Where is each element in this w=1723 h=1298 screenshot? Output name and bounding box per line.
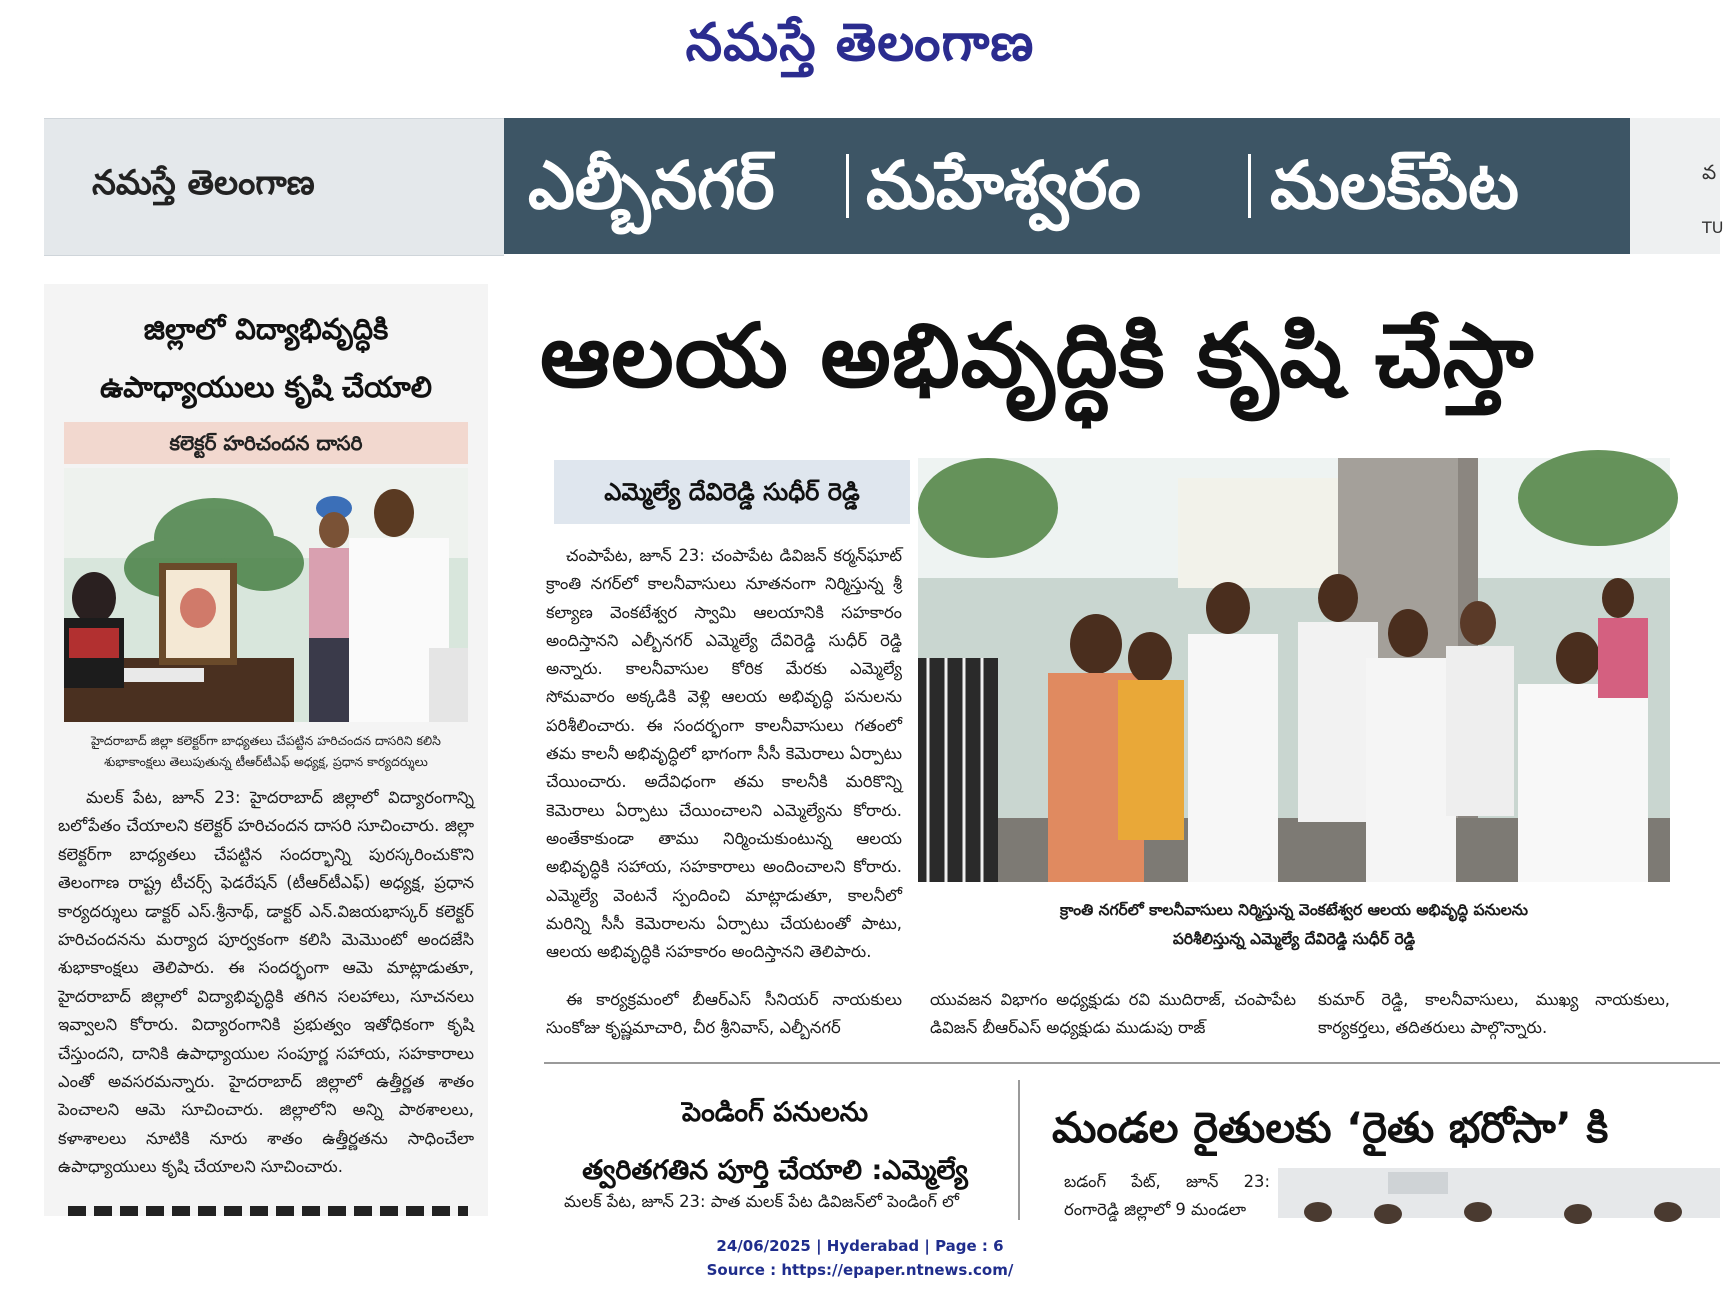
section-name-malakpet: మలక్‌పేట (1270, 147, 1519, 224)
left-story-body: మలక్ పేట, జూన్ 23: హైదరాబాద్ జిల్లాలో విద్యారంగాన్ని బలోపేతం చేయాలని కలెక్టర్ హరిచందన దాసరి సూచించారు. జిల్లా కలెక్టర్‌గా బాధ్యతలు చేపట్టిన సందర్భాన్ని పురస్కరించుకొని తెలంగాణ రాష్ట్ర టీచర్స్ ఫెడరేషన్ (టీఆర్‌టీఎఫ్) అధ్యక్ష, ప్రధాన కార్యదర్శులు డాక్టర్ ఎస్.శ్రీనాథ్, డాక్టర్ ఎన్.విజయభాస్కర్ కలెక్టర్ హరిచందనను మర్యాద పూర్వకంగా కలిసి మెమొంటో అందజేసి శుభాకాంక్షలు తెలిపారు. ఈ సందర్భంగా ఆమె మాట్లాడుతూ, హైదరాబాద్ జిల్లాలో విద్యాభివృద్ధికి తగిన సలహాలు, సూచనలు ఇవ్వాలని కోరారు. విద్యారంగానికి ప్రభుత్వం ఇతోధికంగా కృషి చేస్తుందని, దానికి ఉపాధ్యాయుల సంపూర్ణ సహాయ, సహకారాలు ఎంతో అవసరమన్నారు. హైదరాబాద్ జిల్లాలో ఉత్తీర్ణత శాతం పెంచాలని ఆమె సూచించారు. జిల్లాలోని అన్ని పాఠశాలలు, కళాశాలలు నూటికి నూరు శాతం ఉత్తీర్ణతను సాధించేలా ఉపాధ్యాయులు కృషి చేయాలని సూచించారు. (58, 788, 474, 1177)
main-story-col1-end: ఈ కార్యక్రమంలో బీఆర్ఎస్ సీనియర్ నాయకులు సుంకోజు కృష్ణమాచారి, చీర శ్రీనివాస్, ఎల్బీనగర్ (546, 990, 902, 1038)
banner-weekday: TU (1702, 218, 1723, 237)
section-banner (504, 118, 1630, 254)
story3-headline: మండల రైతులకు ‘రైతు భరోసా’ కి (1052, 1103, 1609, 1152)
main-caption-line2: పరిశీలిస్తున్న ఎమ్మెల్యే దేవిరెడ్డి సుధీర్ రెడ్డి (1172, 930, 1416, 948)
main-story-photo (918, 458, 1670, 882)
left-story-headline-line1: జిల్లాలో విద్యాభివృద్ధికి (143, 312, 389, 346)
story2-body: మలక్ పేట, జూన్ 23: పాత మలక్ పేట డివిజన్‌లో పెండింగ్ లో (564, 1192, 959, 1211)
story3-body: బడంగ్ పేట్, జూన్ 23: రంగారెడ్డి జిల్లాలో 9 మండలా (1064, 1172, 1270, 1219)
footer-source-link[interactable]: Source : https://epaper.ntnews.com/ (706, 1261, 1014, 1279)
banner-right-initial: వ (1702, 160, 1717, 184)
story2-headline (540, 1084, 1010, 1200)
story2-headline-line2: త్వరితగతిన పూర్తి చేయాలి :ఎమ్మెల్యే (582, 1155, 968, 1186)
newspaper-masthead: నమస్తే తెలంగాణ (685, 12, 1035, 73)
column-divider (1018, 1080, 1020, 1220)
main-story-subhead: ఎమ్మెల్యే దేవిరెడ్డి సుధీర్ రెడ్డి (554, 460, 910, 524)
main-story-photo-caption (918, 896, 1670, 954)
section-name-maheshwaram: మహేశ్వరం (866, 147, 1141, 224)
section-divider (1248, 154, 1251, 218)
left-story-subhead: కలెక్టర్ హరిచందన దాసరి (64, 422, 468, 464)
footer-date-city-page: 24/06/2025 | Hyderabad | Page : 6 (716, 1237, 1004, 1255)
main-story-headline: ఆలయ అభివృద్ధికి కృషి చేస్తా (540, 304, 1535, 407)
main-caption-line1: క్రాంతి నగర్‌లో కాలనీవాసులు నిర్మిస్తున్న వెంకటేశ్వర ఆలయ అభివృద్ధి పనులను (1060, 901, 1528, 919)
banner-date-panel (1630, 118, 1723, 254)
story-divider (544, 1062, 1720, 1064)
main-story-col2-end: యువజన విభాగం అధ్యక్షుడు రవి ముదిరాజ్, చంపాపేట డివిజన్ బీఆర్ఎస్ అధ్యక్షుడు ముడుపు రాజ్ (930, 990, 1296, 1038)
next-story-cut-headline (68, 1206, 468, 1216)
page-footer (0, 1234, 1720, 1282)
section-divider (846, 154, 849, 218)
left-story-photo-caption: హైదరాబాద్ జిల్లా కలెక్టర్‌గా బాధ్యతలు చేపట్టిన హరిచందన దాసరిని కలిసి శుభాకాంక్షలు తెలుపుతున్న టీఆర్‌టీఎఫ్ అధ్యక్ష, ప్రధాన కార్యదర్శులు (91, 733, 441, 769)
left-story (44, 284, 488, 1216)
banner-brand-panel (44, 118, 504, 256)
story3-photo (1278, 1168, 1720, 1218)
section-name-lbnagar: ఎల్బీనగర్ (528, 147, 775, 224)
story2-headline-line1: పెండింగ్ పనులను (681, 1097, 869, 1128)
banner-brand: నమస్తే తెలంగాణ (92, 163, 315, 203)
left-story-photo (64, 468, 468, 722)
main-story-body: చంపాపేట, జూన్ 23: చంపాపేట డివిజన్ కర్మన్‌ఘాట్ క్రాంతి నగర్‌లో కాలనీవాసులు నూతనంగా నిర్మిస్తున్న శ్రీ కల్యాణ వెంకటేశ్వర స్వామి ఆలయానికి సహకారం అందిస్తానని ఎల్బీనగర్ ఎమ్మెల్యే దేవిరెడ్డి సుధీర్ రెడ్డి అన్నారు. కాలనీవాసుల కోరిక మేరకు ఎమ్మెల్యే సోమవారం అక్కడికి వెళ్లి ఆలయ అభివృద్ధి పనులను పరిశీలించారు. ఈ సందర్భంగా కాలనీవాసులు గతంలో తమ కాలనీ అభివృద్ధిలో భాగంగా సీసీ కెమెరాలు ఏర్పాటు చేయించారు. అదేవిధంగా తమ కాలనీకి మరికొన్ని కెమెరాలు ఏర్పాటు చేయించాలని ఎమ్మెల్యేను కోరారు. అంతేకాకుండా తాము నిర్మించుకుంటున్న ఆలయ అభివృద్ధికి సహాయ, సహకారాలు అందించాలని కోరారు. ఎమ్మెల్యే వెంటనే స్పందించి మాట్లాడుతూ, కాలనీలో మరిన్ని సీసీ కెమెరాలను ఏర్పాటు చేయటంతో పాటు, ఆలయ అభివృద్ధికి సహకారం అందిస్తానని తెలిపారు. (546, 546, 902, 962)
left-story-headline-line2: ఉపాధ్యాయులు కృషి చేయాలి (100, 370, 432, 404)
main-story-col3-end: కుమార్ రెడ్డి, కాలనీవాసులు, ముఖ్య నాయకులు, కార్యకర్తలు, తదితరులు పాల్గొన్నారు. (1318, 990, 1670, 1038)
